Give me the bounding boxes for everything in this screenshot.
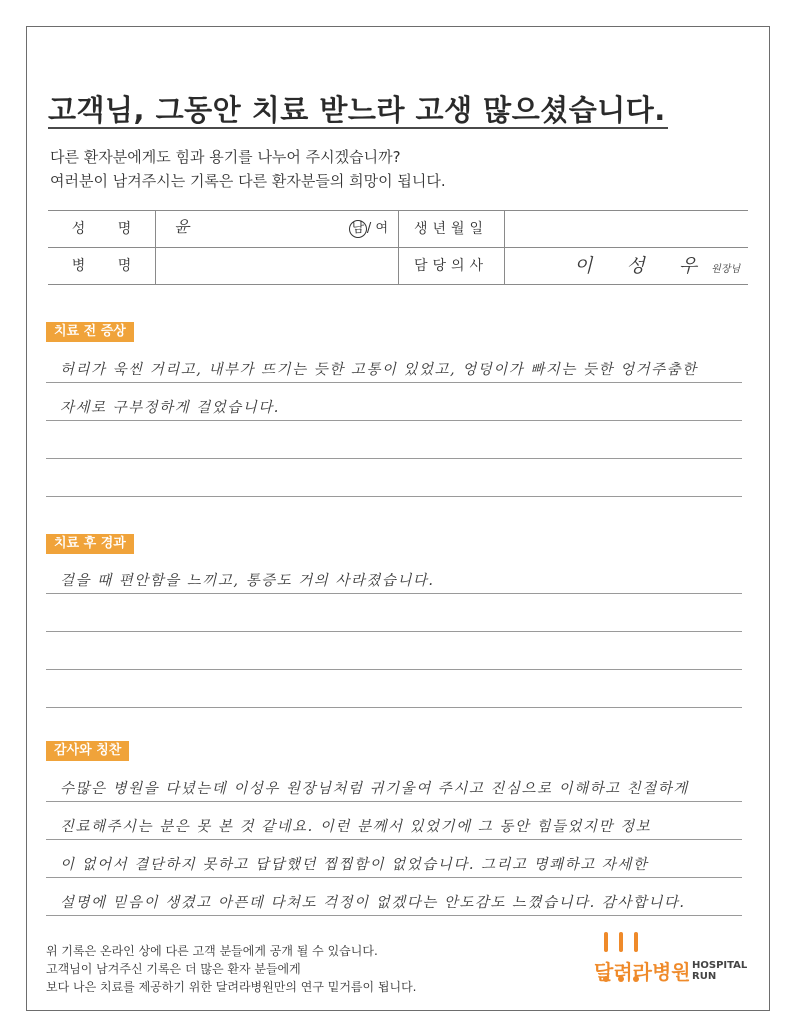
disease-label: 병 명 [48, 248, 156, 284]
handwritten-text: 이 없어서 결단하지 못하고 답답했던 찝찝함이 없었습니다. 그리고 명쾌하고 자세한 [60, 857, 649, 873]
handwritten-text: 설명에 믿음이 생겼고 아픈데 다쳐도 걱정이 없겠다는 안도감도 느꼈습니다. 감사합니다. [60, 895, 686, 911]
writing-line [46, 878, 742, 916]
writing-line [46, 383, 742, 421]
writing-line [46, 594, 742, 632]
section-badge-thanks: 감사와 칭찬 [46, 741, 129, 761]
logo-english-1: HOSPITAL [692, 960, 748, 971]
writing-line [46, 459, 742, 497]
patient-info-table [48, 210, 748, 285]
logo-english-2: RUN [692, 971, 717, 982]
name-field[interactable] [156, 211, 399, 247]
gender-female-option[interactable]: 여 [375, 221, 388, 236]
gender-separator: / [366, 221, 372, 236]
doctor-field[interactable] [504, 248, 748, 284]
info-row-1 [48, 211, 748, 248]
info-row-2 [48, 248, 748, 285]
writing-line [46, 556, 742, 594]
handwritten-text: 수많은 병원을 다녔는데 이성우 원장님처럼 귀기울여 주시고 진심으로 이해하고 친절하게 [60, 781, 689, 797]
name-value: 윤 [174, 217, 190, 236]
section-badge-before: 치료 전 증상 [46, 322, 134, 342]
page-title: 고객님, 그동안 치료 받느라 고생 많으셨습니다. [48, 93, 666, 127]
doctor-suffix: 원장님 [711, 264, 741, 275]
hospital-logo [594, 932, 764, 994]
after-result-lines[interactable] [46, 556, 742, 708]
writing-line [46, 764, 742, 802]
handwritten-text: 허리가 욱씬 거리고, 내부가 뜨기는 듯한 고통이 있었고, 엉덩이가 빠지는 듯한 엉거주춤한 [60, 362, 698, 378]
handwritten-text: 걸을 때 편안함을 느끼고, 통증도 거의 사라졌습니다. [60, 573, 435, 589]
section-badge-after: 치료 후 경과 [46, 534, 134, 554]
subtitle-line-1: 다른 환자분에게도 힘과 용기를 나누어 주시겠습니까? [50, 148, 401, 166]
handwritten-text: 자세로 구부정하게 걸었습니다. [60, 400, 280, 416]
footer-note-3: 보다 나은 치료를 제공하기 위한 달려라병원만의 연구 밑거름이 됩니다. [46, 980, 417, 994]
subtitle-line-2: 여러분이 남겨주시는 기록은 다른 환자분들의 희망이 됩니다. [50, 172, 446, 190]
gender-male-option[interactable]: 남 [349, 220, 367, 238]
writing-line [46, 670, 742, 708]
writing-line [46, 840, 742, 878]
doctor-label: 담당의사 [398, 248, 505, 284]
doctor-value [574, 248, 740, 288]
logo-english [692, 960, 747, 982]
name-label: 성 명 [48, 211, 156, 247]
footer-note-2: 고객님이 남겨주신 기록은 더 많은 환자 분들에게 [46, 962, 301, 976]
birth-field[interactable] [504, 211, 748, 247]
writing-line [46, 632, 742, 670]
birth-label: 생년월일 [398, 211, 505, 247]
gender-selector[interactable] [349, 211, 388, 247]
disease-field[interactable] [156, 248, 399, 284]
writing-line [46, 802, 742, 840]
doctor-name: 이 성 우 [574, 255, 712, 277]
writing-line [46, 421, 742, 459]
logo-name: 달려라병원 [594, 960, 691, 984]
footer-note-1: 위 기록은 온라인 상에 다른 고객 분들에게 공개 될 수 있습니다. [46, 944, 378, 958]
thanks-lines[interactable] [46, 764, 742, 916]
title-underline [48, 127, 668, 129]
before-symptoms-lines[interactable] [46, 345, 742, 497]
writing-line [46, 345, 742, 383]
handwritten-text: 진료해주시는 분은 못 본 것 같네요. 이런 분께서 있었기에 그 동안 힘들었지만 정보 [60, 819, 652, 835]
